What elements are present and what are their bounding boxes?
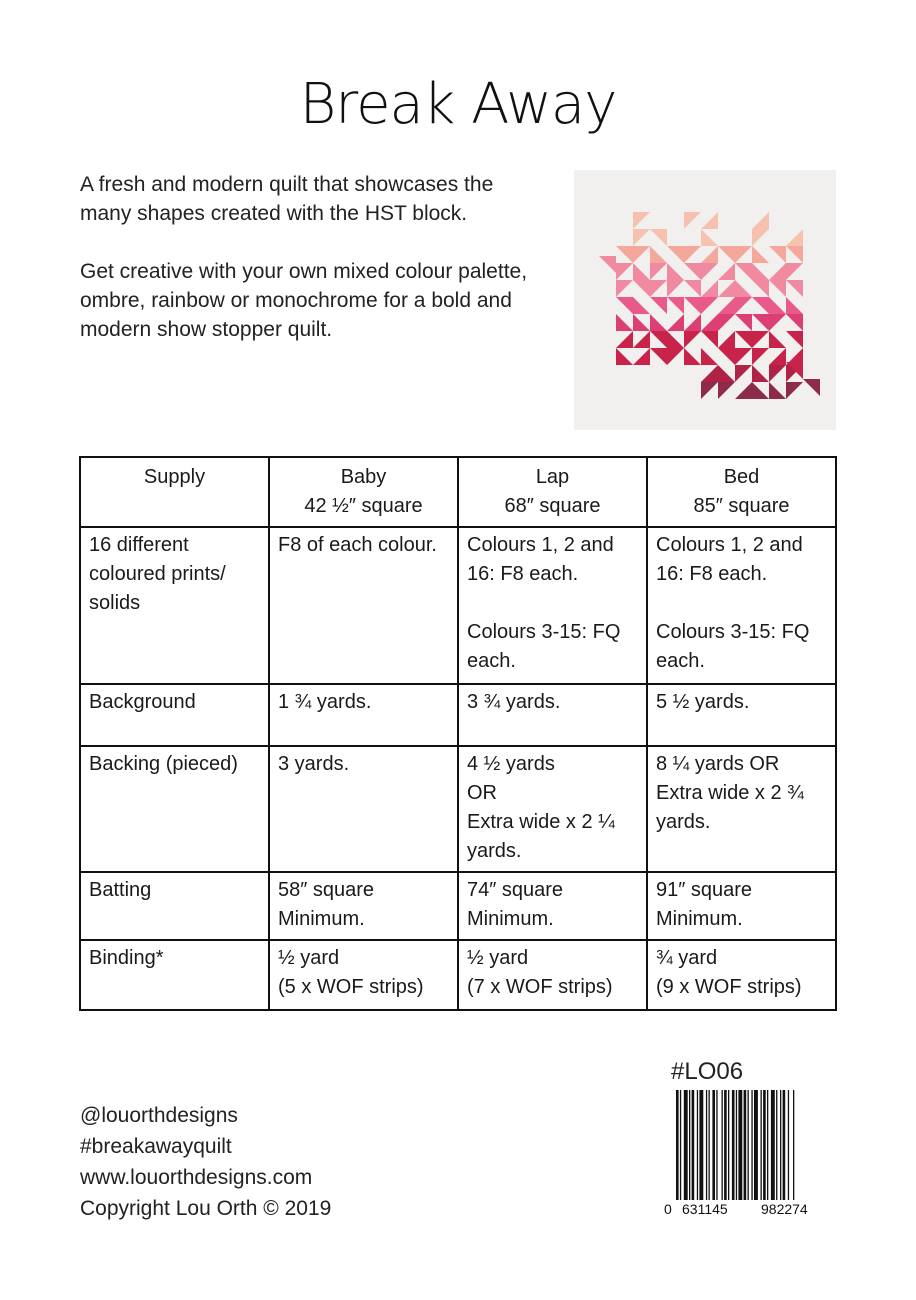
barcode-bar: [751, 1090, 752, 1202]
table-header-row: [80, 457, 836, 527]
barcode-digits-left: 631145: [682, 1201, 728, 1217]
row-label: Backing (pieced): [80, 746, 269, 872]
barcode-bar: [689, 1090, 690, 1202]
table-cell: 58″ square Minimum.: [269, 872, 458, 940]
table-row: [80, 872, 836, 940]
barcode-digits-right: 982274: [761, 1201, 808, 1217]
supply-table: [79, 456, 837, 1011]
barcode-bar: [736, 1090, 737, 1214]
barcode-bar: [788, 1090, 789, 1202]
table-row: [80, 746, 836, 872]
instagram-handle: @louorthdesigns: [80, 1104, 238, 1127]
barcode-bar: [732, 1090, 735, 1202]
barcode-bar: [748, 1090, 749, 1202]
header-baby: Baby 42 ½″ square: [269, 457, 458, 527]
table-cell: Colours 1, 2 and 16: F8 each. Colours 3-15: FQ each.: [458, 527, 647, 684]
barcode-bar: [761, 1090, 762, 1202]
table-cell: ½ yard (5 x WOF strips): [269, 940, 458, 1010]
barcode-bar: [763, 1090, 766, 1202]
barcode: [664, 1090, 834, 1220]
table-cell: 3 ¾ yards.: [458, 684, 647, 746]
barcode-bar: [680, 1090, 681, 1214]
barcode-bar: [692, 1090, 695, 1202]
barcode-bar: [780, 1090, 781, 1202]
header-supply: Supply: [80, 457, 269, 527]
table-row: [80, 527, 836, 684]
website-link: www.louorthdesigns.com: [80, 1166, 313, 1189]
barcode-bar: [706, 1090, 707, 1202]
product-code: #LO06: [671, 1058, 744, 1085]
row-label: Binding*: [80, 940, 269, 1010]
footer-info: [80, 1100, 331, 1224]
barcode-bar: [712, 1090, 715, 1202]
hashtag: #breakawayquilt: [80, 1135, 232, 1158]
intro-paragraph-1: A fresh and modern quilt that showcases the many shapes created with the HST block.: [80, 173, 494, 225]
table-cell: 1 ¾ yards.: [269, 684, 458, 746]
barcode-bar: [776, 1090, 777, 1202]
page-title: Break Away: [299, 72, 617, 137]
barcode-bar: [771, 1090, 775, 1202]
quilt-image: [574, 170, 836, 430]
table-cell: 4 ½ yards OR Extra wide x 2 ¼ yards.: [458, 746, 647, 872]
header-bed: Bed 85″ square: [647, 457, 836, 527]
table-cell: 8 ¼ yards OR Extra wide x 2 ¾ yards.: [647, 746, 836, 872]
barcode-bar: [793, 1090, 794, 1214]
table-cell: 91″ square Minimum.: [647, 872, 836, 940]
quilt-photo: [574, 170, 836, 430]
copyright-notice: Copyright Lou Orth © 2019: [80, 1197, 332, 1220]
barcode-bar: [783, 1090, 786, 1202]
row-label: 16 different coloured prints/ solids: [80, 527, 269, 684]
barcode-digit-first: 0: [664, 1201, 672, 1217]
intro-paragraph-2: Get creative with your own mixed colour palette, ombre, rainbow or monochrome for a bold and modern show stopper quilt.: [80, 260, 528, 341]
table-cell: ½ yard (7 x WOF strips): [458, 940, 647, 1010]
barcode-bar: [724, 1090, 727, 1202]
row-label: Background: [80, 684, 269, 746]
header-lap: Lap 68″ square: [458, 457, 647, 527]
table-cell: 5 ½ yards.: [647, 684, 836, 746]
table-cell: F8 of each colour.: [269, 527, 458, 684]
barcode-bar: [709, 1090, 710, 1202]
table-row: [80, 940, 836, 1010]
table-row: [80, 684, 836, 746]
barcode-bar: [738, 1090, 742, 1202]
table-cell: 3 yards.: [269, 746, 458, 872]
barcode-bar: [716, 1090, 717, 1202]
barcode-bar: [767, 1090, 768, 1202]
barcode-bar: [754, 1090, 758, 1202]
table-cell: ¾ yard (9 x WOF strips): [647, 940, 836, 1010]
intro-text: [80, 170, 540, 373]
barcode-bar: [722, 1090, 723, 1202]
barcode-bar: [697, 1090, 698, 1202]
barcode-bar: [744, 1090, 747, 1202]
barcode-bar: [728, 1090, 729, 1202]
table-cell: Colours 1, 2 and 16: F8 each. Colours 3-15: FQ each.: [647, 527, 836, 684]
row-label: Batting: [80, 872, 269, 940]
barcode-bar: [676, 1090, 679, 1214]
barcode-bar: [699, 1090, 703, 1202]
barcode-bar: [684, 1090, 688, 1202]
table-cell: 74″ square Minimum.: [458, 872, 647, 940]
